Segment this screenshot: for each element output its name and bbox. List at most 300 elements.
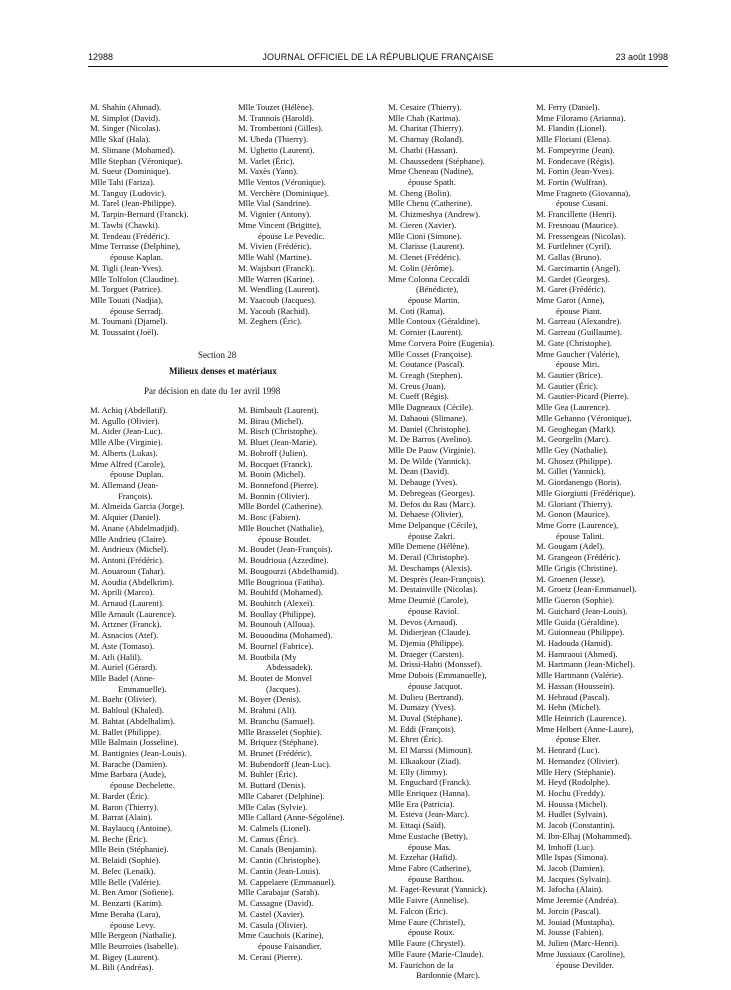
list-item: Mlle Cosset (Françoise). (388, 348, 473, 359)
list-item: M. Benzarti (Karim). (90, 898, 164, 909)
list-item: M. Yaacoub (Jacques). (238, 294, 317, 305)
list-item: M. Dumazy (Yves). (388, 702, 456, 713)
list-item: Mlle Balmain (Josseline). (90, 737, 179, 748)
list-item: M. Didierjean (Claude). (388, 627, 471, 638)
list-item: Mlle Andrieu (Claire). (90, 533, 168, 544)
list-item: M. Cassagne (David). (238, 898, 314, 909)
list-item: M. Elkaakour (Ziad). (388, 755, 462, 766)
list-item: M. Brahmi (Ali). (238, 705, 297, 716)
list-item: François). (118, 490, 153, 501)
list-item: M. Cesaire (Thierry). (388, 102, 462, 112)
list-item: M. Shahin (Ahmad). (90, 102, 162, 112)
list-item: Mlle Brasselet (Sophie). (238, 726, 322, 737)
list-item: M. Dean (David). (388, 466, 450, 477)
list-item: Mlle Bein (Stéphanie). (90, 844, 169, 855)
list-item: M. Hochu (Freddy). (536, 788, 606, 798)
list-item: M. Bocquet (Franck). (238, 458, 313, 469)
decision-line: Par décision en date du 1er avril 1998 (144, 386, 281, 396)
list-item: M. Boyer (Denis). (238, 694, 302, 705)
list-item: M. Elly (Jimmy). (388, 766, 448, 777)
list-item: Mlle Albe (Virginie). (90, 437, 163, 448)
list-item: M. Toumani (Djamel). (90, 316, 168, 327)
list-item: Mlle Wahl (Martine). (238, 252, 312, 263)
list-item: Mlle Chah (Karima). (388, 112, 461, 123)
list-item: Mme Fragneto (Giovanna), (536, 187, 631, 198)
list-item: Mlle Stephan (Véronique). (90, 155, 183, 166)
list-item: M. Allemand (Jean- (90, 480, 159, 491)
list-item: Mlle Faure (Marie-Claude). (388, 948, 484, 959)
list-item: M. Castel (Xavier). (238, 908, 305, 919)
list-item: M. Bouhifd (Mohamed). (238, 587, 323, 598)
list-item: M. Cieren (Xavier). (388, 219, 457, 230)
list-item: M. Enguchard (Franck). (388, 777, 472, 788)
list-item: M. Tarel (Jean-Philippe). (90, 198, 177, 209)
married-name-line: épouse Talini. (556, 530, 604, 541)
list-item: M. Almeida Garcia (Jorge). (90, 501, 185, 512)
list-item: M. Jousse (Fabien). (536, 927, 604, 938)
married-name-line: épouse Roux. (408, 927, 455, 938)
list-item: Mlle Cioni (Simone). (388, 230, 462, 241)
list-item: M. Fressengeas (Nicolas). (536, 230, 626, 241)
married-name-line: épouse Zakri. (408, 530, 455, 541)
list-item: M. Jouiad (Mustapha). (536, 916, 615, 927)
list-item: M. Cheng (Bolin). (388, 187, 452, 198)
married-name-line: épouse Serradj. (110, 305, 163, 316)
list-item: Mlle Touati (Nadjia), (90, 294, 163, 305)
list-item: Mlle Heinrich (Laurence). (536, 712, 627, 723)
list-item: M. Groenen (Jesse). (536, 573, 606, 584)
list-item: M. Ezzehar (Hafid). (388, 852, 458, 863)
list-item: M. Bobroff (Julien). (238, 447, 308, 458)
list-item: M. Singer (Nicolas). (90, 123, 161, 134)
list-item: M. Fompeyrine (Jean). (536, 144, 615, 155)
list-item: M. Belec (Lenaik). (90, 865, 156, 876)
list-item: M. Daniel (Christophe). (388, 423, 471, 434)
list-item: M. Fortin (Wulfran). (536, 177, 608, 188)
list-item: M. Cantin (Jean-Louis). (238, 865, 321, 876)
list-item: M. Georgelin (Marc). (536, 434, 611, 445)
list-item: M. Bahtat (Abdelhalim). (90, 715, 175, 726)
list-item: M. Francillette (Henri). (536, 209, 617, 220)
married-name-line: épouse Jacquot. (408, 680, 463, 691)
list-item: M. Aprili (Marco). (90, 587, 155, 598)
list-item: Mme Jussiaux (Caroline), (536, 948, 626, 959)
list-item: M. Bili (Andréas). (90, 962, 154, 973)
list-item: M. Ettaqi (Saïd). (388, 820, 446, 831)
list-item: Mme Helbert (Anne-Laure), (536, 723, 634, 734)
list-item: M. Draeger (Carsten). (388, 648, 464, 659)
list-item: M. Groetz (Jean-Emmanuel). (536, 584, 637, 595)
list-item: M. Chizmeshya (Andrew). (388, 209, 481, 220)
list-item: M. Duval (Stéphane). (388, 712, 463, 723)
list-item: M. Antoni (Frédéric). (90, 555, 164, 566)
married-name-line: épouse Levy. (110, 919, 156, 930)
list-item: M. Garreau (Guillaume). (536, 327, 622, 338)
list-item: Mlle Bergeon (Nathalie). (90, 930, 177, 941)
list-item: M. Geoghegan (Mark). (536, 423, 616, 434)
column-2-top (238, 102, 329, 327)
list-item: M. Cantin (Christophe). (238, 855, 321, 866)
married-name-line: épouse Martin. (408, 294, 460, 305)
list-item: Mme Jeremie (Andréa). (536, 895, 619, 906)
list-item: Mlle Belle (Valérie). (90, 876, 161, 887)
list-item: M. Alquier (Daniel). (90, 512, 161, 523)
list-item: M. Barrat (Alain). (90, 812, 153, 823)
section-subtitle: Milieux denses et matériaux (169, 366, 277, 376)
list-item: Mlle Hartmann (Valérie). (536, 670, 624, 681)
list-item: M. Hernandez (Olivier). (536, 755, 620, 766)
list-item: M. Henrard (Luc). (536, 745, 600, 756)
list-item: M. Imhoff (Luc). (536, 841, 596, 852)
list-item: M. Bonin (Michel). (238, 469, 306, 480)
list-item: Mlle Demene (Hélène). (388, 541, 470, 552)
list-item: M. Sueur (Dominique). (90, 166, 171, 177)
list-item: M. Eddi (François). (388, 723, 456, 734)
list-item: M. Ughetto (Laurent). (238, 144, 315, 155)
list-item: M. Bimbault (Laurent). (238, 405, 319, 415)
page-number: 12988 (88, 52, 114, 62)
list-item: M. Gardet (Georges). (536, 273, 610, 284)
list-item: M. Flandin (Lionel). (536, 123, 607, 134)
list-item: M. Gate (Christophe). (536, 337, 612, 348)
list-item: M. Gougam (Adel). (536, 541, 605, 552)
list-item: Mlle Beurroies (Isabelle). (90, 940, 179, 951)
list-item: M. Ballet (Philippe). (90, 726, 162, 737)
list-item: M. Slimane (Mohamed). (90, 144, 175, 155)
list-item: M. Bardet (Éric). (90, 790, 150, 801)
list-item: Mlle Ispas (Simona). (536, 852, 609, 863)
list-item: M. Hebraud (Pascal). (536, 691, 610, 702)
column-3 (388, 102, 494, 981)
list-item: M. Aider (Jean-Luc). (90, 426, 163, 437)
page-header (88, 52, 668, 66)
list-item: Mlle Dagneaux (Cécile). (388, 402, 474, 413)
list-item: M. Ferry (Daniel). (536, 102, 600, 112)
list-item: Mlle Giorgiutti (Frédérique). (536, 487, 636, 498)
list-item: M. Brunet (Frédéric). (238, 748, 312, 758)
list-item: Mlle Badel (Anne- (90, 672, 155, 683)
list-item: M. Aoudia (Abdelkrim). (90, 576, 175, 587)
list-item: M. De Wilde (Yannick). (388, 455, 471, 466)
list-item: M. Ubeda (Thierry). (238, 134, 309, 145)
list-item: M. Hadouda (Hamid). (536, 637, 613, 648)
list-item: M. Debregeas (Georges). (388, 487, 475, 498)
list-item: M. Coti (Rama). (388, 305, 445, 316)
list-item: M. Boutbila (My (238, 651, 297, 662)
list-item: M. Trombettoni (Gilles). (238, 123, 323, 134)
list-item: M. Agullo (Olivier). (90, 415, 160, 426)
list-item: M. Asnacios (Atef). (90, 630, 159, 641)
list-item: M. Birau (Michel). (238, 415, 304, 426)
list-item: M. Defos du Rau (Marc). (388, 498, 476, 509)
list-item: M. Boutet de Monvel (238, 672, 312, 683)
list-item: Mme Cheneau (Nadine), (388, 166, 474, 177)
list-item: M. Alberts (Lukas). (90, 447, 158, 458)
list-item: M. Auriel (Gérard). (90, 662, 158, 673)
list-item: M. Dulieu (Bertrand). (388, 691, 464, 702)
list-item: Mlle Vial (Sandrine). (238, 198, 312, 209)
list-item: M. Clarisse (Laurent). (388, 241, 465, 252)
list-item: M. Cueff (Régis). (388, 391, 449, 402)
list-item: Mlle Enriquez (Hanna). (388, 788, 470, 798)
list-item: M. Bosc (Fabien). (238, 512, 301, 523)
list-item: M. Guichard (Jean-Louis). (536, 605, 628, 616)
list-item: M. Verchère (Dominique). (238, 187, 330, 198)
list-item: M. Ehret (Éric). (388, 734, 443, 745)
married-name-line: épouse Cusani. (556, 198, 609, 209)
list-item: Mlle Gey (Nathalie). (536, 445, 608, 455)
list-item: M. Varlet (Éric). (238, 155, 295, 166)
list-item: M. Jacques (Sylvain). (536, 873, 611, 884)
list-item: M. Andrieux (Michel). (90, 544, 169, 555)
list-item: M. Julien (Marc-Henri). (536, 938, 620, 949)
list-item: M. Dahaoui (Slimane). (388, 412, 468, 423)
list-item: M. Garcimartin (Angel). (536, 262, 621, 273)
list-item: M. Giordanengo (Boris). (536, 477, 622, 488)
list-item: Mlle Faivre (Annelise). (388, 895, 469, 906)
married-name-line: épouse Barthou. (408, 873, 464, 884)
list-item: M. Chatbi (Hassan). (388, 144, 458, 155)
married-name-line: épouse Elter. (556, 734, 601, 745)
list-item: M. El Marssi (Mimoun). (388, 745, 473, 756)
married-name-line: épouse Raviol. (408, 605, 460, 616)
list-item: M. Destainville (Nicolas). (388, 584, 478, 595)
list-item: Mme Cauchois (Karine), (238, 930, 324, 941)
list-item: M. Bisch (Christophe). (238, 426, 318, 437)
list-item: M. Belaidi (Sophie). (90, 855, 161, 866)
list-item: Emmanuelle). (118, 683, 167, 694)
list-item: Mlle Gehanno (Véronique). (536, 412, 632, 423)
list-item: M. Anane (Abdelmadjid). (90, 522, 179, 533)
list-item: M. Camus (Éric). (238, 833, 299, 844)
list-item: Mlle De Pauw (Virginie). (388, 445, 476, 455)
list-item: Mlle Guida (Géraldine). (536, 616, 620, 627)
list-item: M. Vivien (Frédéric). (238, 241, 312, 252)
list-item: Mme Gorre (Laurence), (536, 520, 619, 531)
list-item: Mme Deumié (Carole), (388, 595, 469, 606)
list-item: Mme Colonna Ceccaldi (388, 273, 470, 284)
list-item: M. Jafocha (Alain). (536, 884, 604, 895)
list-item: Mlle Touzet (Hélène). (238, 102, 314, 112)
list-item: M. Fresnoau (Maurice). (536, 219, 619, 230)
list-item: M. Bougourzi (Abdelhamid). (238, 565, 339, 576)
list-item: M. Heyd (Rodolphe). (536, 777, 610, 788)
list-item: M. Boudrioua (Azzedine). (238, 555, 329, 566)
list-item: M. Dehaese (Olivier). (388, 509, 464, 520)
list-item: Mme Vincent (Brigitte), (238, 219, 322, 230)
list-item: M. Cappelaere (Emmanuel). (238, 876, 336, 887)
list-item: Mlle Bougrioua (Fatiha). (238, 576, 325, 587)
list-item: M. Trannois (Harold). (238, 112, 314, 123)
list-item: M. Djemia (Philippe). (388, 637, 464, 648)
list-item: M. Toussaint (Joël). (90, 327, 159, 338)
married-name-line: épouse Faisandier. (258, 940, 322, 951)
list-item: M. Jorcin (Pascal). (536, 905, 601, 916)
married-name-line: épouse Devilder. (556, 959, 614, 970)
list-item: M. Hehn (Michel). (536, 702, 601, 713)
list-item: Mlle Cabaret (Delphine). (238, 790, 325, 801)
list-item: M. Gallas (Bruno). (536, 252, 602, 263)
list-item: Mme Alfred (Carole), (90, 458, 166, 469)
list-item: M. Garreau (Alexandre). (536, 316, 622, 327)
list-item: M. Colin (Jérôme). (388, 262, 454, 273)
column-1-bottom (90, 405, 186, 973)
list-item: M. Falcon (Éric). (388, 905, 448, 916)
list-item: M. Tendeau (Frédéric). (90, 230, 170, 241)
header-rule (88, 66, 668, 67)
married-name-line: épouse Dechelette. (110, 780, 175, 791)
list-item: Mme Fabre (Catherine), (388, 863, 472, 874)
list-item: M. Ben Amor (Sofiene). (90, 887, 174, 898)
list-item: M. Bantignies (Jean-Louis). (90, 748, 187, 758)
list-item: M. Fondecave (Régis). (536, 155, 615, 166)
list-item: M. Bluet (Jean-Marie). (238, 437, 318, 448)
list-item: M. Atli (Halil). (90, 651, 143, 662)
list-item: M. Faget-Revurat (Yannick). (388, 884, 488, 895)
list-item: Mlle Tahi (Fariza). (90, 177, 155, 188)
list-item: Mlle Faure (Chrystel). (388, 938, 466, 949)
married-name-line: épouse Le Pevedic. (258, 230, 325, 241)
married-name-line: épouse Mas. (408, 841, 451, 852)
list-item: M. Fortin (Jean-Yves). (536, 166, 614, 177)
list-item: M. Baron (Thierry). (90, 801, 159, 812)
list-item: Bardonnie (Marc). (416, 970, 480, 981)
list-item: Mlle Arnault (Laurence). (90, 608, 177, 619)
list-item: M. Arnaud (Laurent). (90, 597, 164, 608)
list-item: Mlle Warren (Karine). (238, 273, 315, 284)
list-item: M. Tarpin-Bernard (Franck). (90, 209, 189, 220)
list-item: M. Hudlet (Sylvain). (536, 809, 608, 820)
list-item: M. Gautier-Picard (Pierre). (536, 391, 629, 402)
list-item: M. Jacob (Constantin). (536, 820, 615, 831)
list-item: M. Ibn-Elhaj (Mohammed). (536, 830, 632, 841)
list-item: M. Bounouh (Alloua). (238, 619, 315, 630)
list-item: M. Baehr (Olivier). (90, 694, 157, 705)
married-name-line: épouse Kaplan. (110, 252, 163, 263)
list-item: M. Garet (Frédéric). (536, 284, 606, 295)
list-item: M. Gautier (Éric). (536, 380, 599, 391)
list-item: M. Faurichon de la (388, 959, 454, 970)
list-item: M. Gloriant (Thierry). (536, 498, 613, 509)
list-item: M. Hamraoui (Ahmed). (536, 648, 618, 659)
list-item: M. Furtlehner (Cyril). (536, 241, 612, 252)
list-item: Mlle Callard (Anne-Ségolène). (238, 812, 345, 823)
list-item: Mme Beraha (Lara), (90, 908, 161, 919)
list-item: Mme Eustache (Betty), (388, 830, 468, 841)
list-item: M. Charnay (Roland). (388, 134, 464, 145)
married-name-line: épouse Spath. (408, 177, 456, 188)
column-4 (536, 102, 637, 970)
list-item: M. Wajsburt (Franck). (238, 262, 315, 273)
list-item: M. Bouhitch (Alexei). (238, 597, 315, 608)
list-item: Mlle Gueron (Sophie). (536, 595, 615, 606)
list-item: M. Cornier (Laurent). (388, 327, 463, 338)
list-item: Mlle Bouchet (Nathalie), (238, 522, 325, 533)
list-item: M. Baylaucq (Antoine). (90, 823, 173, 834)
married-name-line: épouse Duplan. (110, 469, 164, 480)
list-item: Mlle Bordel (Catherine). (238, 501, 324, 512)
list-item: M. Calmels (Lionel). (238, 823, 311, 834)
list-item: M. Branchu (Samuel). (238, 715, 315, 726)
list-item: Mme Corvera Poire (Eugenia). (388, 337, 495, 348)
list-item: M. Bonnefond (Pierre). (238, 480, 319, 491)
list-item: M. Zeghers (Éric). (238, 316, 302, 327)
list-item: Mlle Carabajar (Sarah). (238, 887, 320, 898)
list-item: Mme Delpanque (Cécile), (388, 520, 478, 531)
list-item: Abdessadek). (266, 662, 313, 673)
list-item: M. Boudet (Jean-François). (238, 544, 333, 555)
list-item: M. Barache (Damien). (90, 758, 168, 769)
list-item: M. Debauge (Yves). (388, 477, 458, 488)
list-item: M. Aste (Tomaso). (90, 640, 155, 651)
list-item: M. De Barros (Avelino). (388, 434, 473, 445)
list-item: Mme Gaucher (Valérie), (536, 348, 620, 359)
issue-date: 23 août 1998 (615, 52, 668, 62)
column-1-top (90, 102, 189, 338)
list-item: M. Cerasi (Pierre). (238, 951, 303, 962)
list-item: M. Gautier (Brice). (536, 369, 603, 380)
list-item: M. Bournel (Fabrice). (238, 640, 314, 651)
list-item: M. Beche (Éric). (90, 833, 148, 844)
list-item: M. Tanguy (Ludovic). (90, 187, 167, 198)
list-item: M. Briquez (Stéphane). (238, 737, 319, 748)
list-item: Mlle Tolfolon (Claudine). (90, 273, 179, 284)
list-item: M. Torguet (Patrice). (90, 284, 163, 295)
list-item: M. Houssa (Michel). (536, 798, 608, 809)
list-item: M. Bououdina (Mohamed). (238, 630, 333, 641)
list-item: M. Yacoub (Rachid). (238, 305, 310, 316)
list-item: M. Tawbi (Chawki). (90, 219, 160, 230)
list-item: M. Canals (Benjamin). (238, 844, 317, 855)
list-item: Mme Dubois (Emmanuelle), (388, 670, 487, 681)
list-item: Mlle Skaf (Hala). (90, 134, 151, 145)
list-item: M. Devos (Arnaud). (388, 616, 458, 627)
list-item: M. Gillet (Yannick). (536, 466, 606, 477)
list-item: M. Creus (Juan). (388, 380, 446, 391)
column-2-bottom (238, 405, 345, 962)
list-item: M. Bahloul (Khaled). (90, 705, 164, 716)
list-item: M. Achiq (Abdellatif). (90, 405, 168, 415)
list-item: Mlle Ventos (Véronique). (238, 177, 326, 188)
list-item: M. Charitat (Thierry). (388, 123, 464, 134)
list-item: M. Desprès (Jean-François). (388, 573, 486, 584)
list-item: (Jacques). (266, 683, 301, 694)
list-item: Mlle Grigis (Christine). (536, 562, 618, 573)
list-item: Mlle Floriani (Elena). (536, 134, 612, 145)
list-item: Mlle Gea (Laurence). (536, 402, 611, 413)
married-name-line: épouse Miri. (556, 359, 600, 370)
list-item: Mme Faure (Christel), (388, 916, 466, 927)
list-item: Mme Garot (Anne), (536, 294, 605, 305)
list-item: Mlle Era (Patricia). (388, 798, 455, 809)
list-item: M. Bubendorff (Jean-Luc). (238, 758, 331, 769)
list-item: Mlle Hery (Stéphanie). (536, 766, 616, 777)
list-item: M. Simplot (David). (90, 112, 161, 123)
list-item: M. Bonnin (Olivier). (238, 490, 310, 501)
section-title: Section 28 (198, 350, 237, 360)
list-item: M. Hartmann (Jean-Michel). (536, 659, 635, 670)
list-item: M. Gonon (Maurice). (536, 509, 610, 520)
list-item: M. Aouaroun (Tahar). (90, 565, 166, 576)
list-item: Mme Terrasse (Delphine), (90, 241, 181, 252)
list-item: M. Grangeon (Frédéric). (536, 552, 621, 563)
list-item: Mme Filoramo (Arianna). (536, 112, 626, 123)
list-item: Mlle Calas (Sylvie). (238, 801, 308, 812)
list-item: M. Wendling (Laurent). (238, 284, 320, 295)
list-item: M. Clenet (Frédéric). (388, 252, 462, 263)
list-item: Mlle Contoux (Géraldine). (388, 316, 480, 327)
list-item: M. Jacob (Damien). (536, 863, 605, 874)
